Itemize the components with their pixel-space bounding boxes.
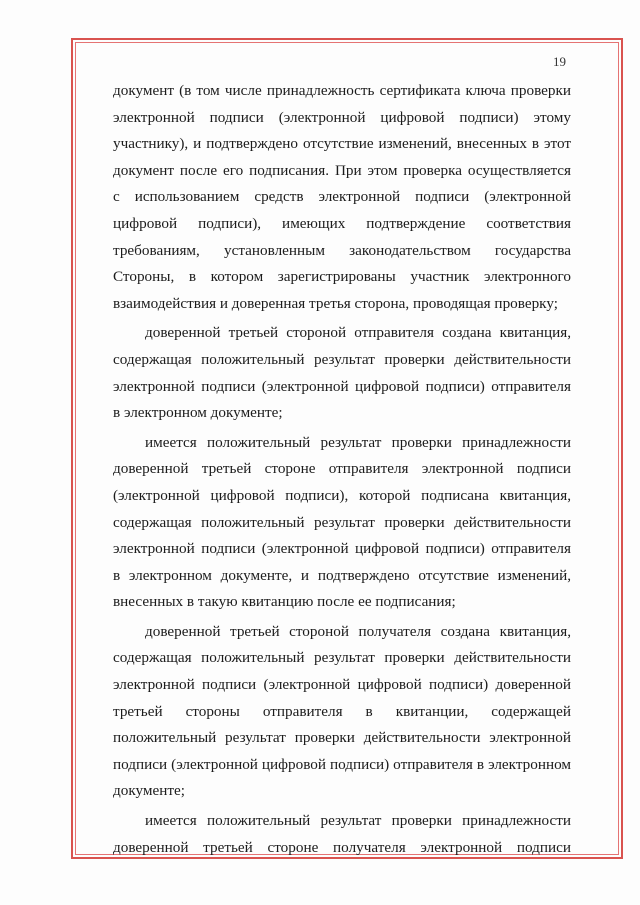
text-line: электронной подписи (электронной цифровой подписи) отправителя [113,540,571,558]
text-line: взаимодействия и доверенная третья сторона, проводящая проверку; [113,294,558,312]
text-line: электронной подписи (электронной цифровой подписи) отправителя [113,377,571,395]
text-line: содержащая положительный результат проверки действительности [113,513,571,531]
text-line: внесенных в такую квитанцию после ее подписания; [113,593,456,611]
text-line: участнику), и подтверждено отсутствие изменений, внесенных в этот [113,135,571,153]
page-number: 19 [553,54,566,69]
text-line: документе; [113,782,185,800]
text-line: требованиям, установленным законодательством государства [113,241,571,259]
text-line: доверенной третьей стороной отправителя создана квитанция, [145,324,571,342]
text-line: имеется положительный результат проверки принадлежности [145,812,571,830]
paragraph [113,808,571,861]
text-line: доверенной третьей стороной получателя создана квитанция, [145,622,571,640]
text-line: подписи (электронной цифровой подписи) отправителя в электронном [113,755,571,773]
paragraph [113,78,571,317]
text-line: электронной подписи (электронной цифровой подписи) этому [113,108,571,126]
paragraph [113,430,571,616]
text-line: третьей стороны отправителя в квитанции, содержащей [113,702,571,720]
text-line: содержащая положительный результат проверки действительности [113,350,571,368]
text-line: в электронном документе; [113,404,283,422]
text-line: доверенной третьей стороне отправителя электронной подписи [113,460,571,478]
text-line: (электронной цифровой подписи), которой подписана квитанция, [113,486,571,504]
text-line: Стороны, в котором зарегистрированы участник электронного [113,268,571,286]
text-line: документ после его подписания. При этом проверка осуществляется [113,161,571,179]
text-line: доверенной третьей стороне получателя электронной подписи [113,838,571,856]
text-line: содержащая положительный результат проверки действительности [113,649,571,667]
text-line: документ (в том числе принадлежность сертификата ключа проверки [113,82,571,99]
document-text [113,78,571,861]
paragraph [113,619,571,805]
text-line: цифровой подписи), имеющих подтверждение соответствия [113,214,571,232]
text-line: в электронном документе, и подтверждено отсутствие изменений, [113,566,571,584]
text-line: с использованием средств электронной подписи (электронной [113,188,571,206]
text-line: положительный результат проверки действительности электронной [113,729,571,747]
paragraph [113,320,571,426]
text-line: имеется положительный результат проверки принадлежности [145,433,571,451]
text-line: электронной подписи (электронной цифровой подписи) доверенной [113,676,571,694]
